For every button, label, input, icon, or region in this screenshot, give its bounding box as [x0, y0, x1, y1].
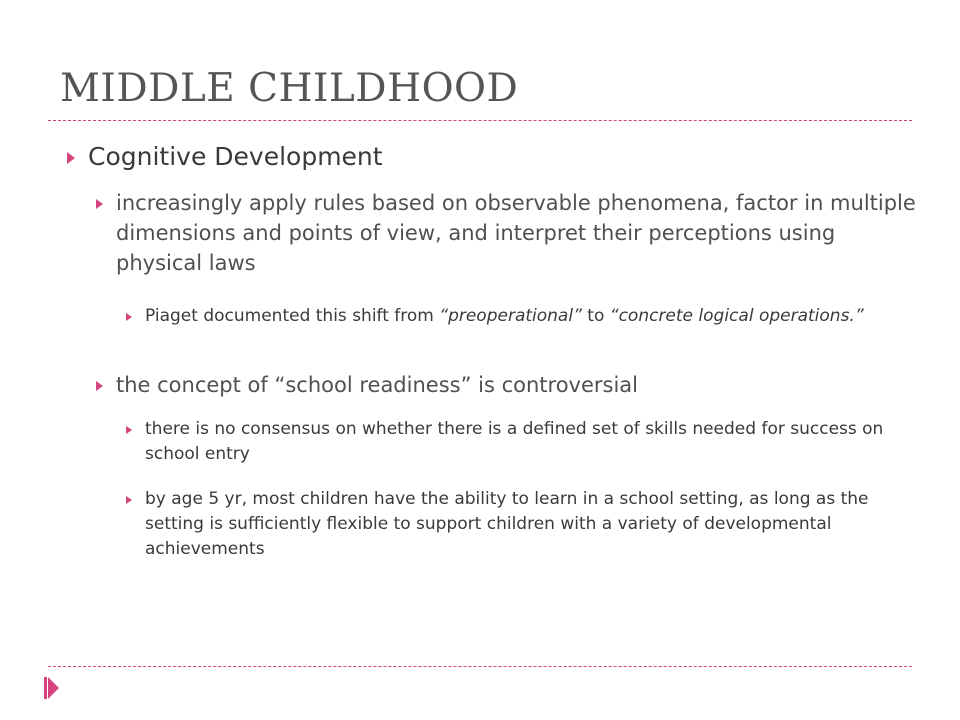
triangle-bullet-icon [96, 381, 103, 391]
bullet-school-readiness [116, 370, 916, 400]
bottom-divider [48, 666, 912, 667]
bullet-text: there is no consensus on whether there is a defined set of skills needed for success on school entry [145, 419, 884, 464]
piaget-prefix: Piaget documented this shift from [145, 306, 440, 326]
corner-arrow-icon [48, 677, 59, 699]
bullet-text: Cognitive Development [88, 142, 383, 171]
bullet-age-five [145, 487, 915, 562]
term-preoperational: “preoperational” [439, 306, 582, 326]
bullet-cognitive-development [88, 138, 908, 176]
bullet-text: increasingly apply rules based on observable phenomena, factor in multiple dimensions and points of view, and interpret their perceptions using physical laws [116, 191, 916, 275]
triangle-bullet-icon [96, 199, 103, 209]
piaget-middle: to [581, 306, 610, 326]
top-divider [48, 120, 912, 121]
corner-bar-icon [44, 677, 47, 699]
triangle-bullet-icon [67, 152, 75, 164]
bullet-text: the concept of “school readiness” is controversial [116, 373, 639, 397]
triangle-bullet-icon [126, 496, 132, 504]
bullet-text: by age 5 yr, most children have the ability to learn in a school setting, as long as the setting is sufficiently flexible to support children with a variety of developmental achievements [145, 489, 869, 559]
bullet-apply-rules [116, 188, 916, 278]
bullet-piaget [145, 304, 915, 329]
slide-title: MIDDLE CHILDHOOD [60, 66, 519, 111]
triangle-bullet-icon [126, 426, 132, 434]
bullet-text [145, 304, 915, 329]
term-concrete-operations: “concrete logical operations.” [609, 306, 864, 326]
triangle-bullet-icon [126, 313, 132, 321]
bullet-no-consensus [145, 417, 915, 467]
